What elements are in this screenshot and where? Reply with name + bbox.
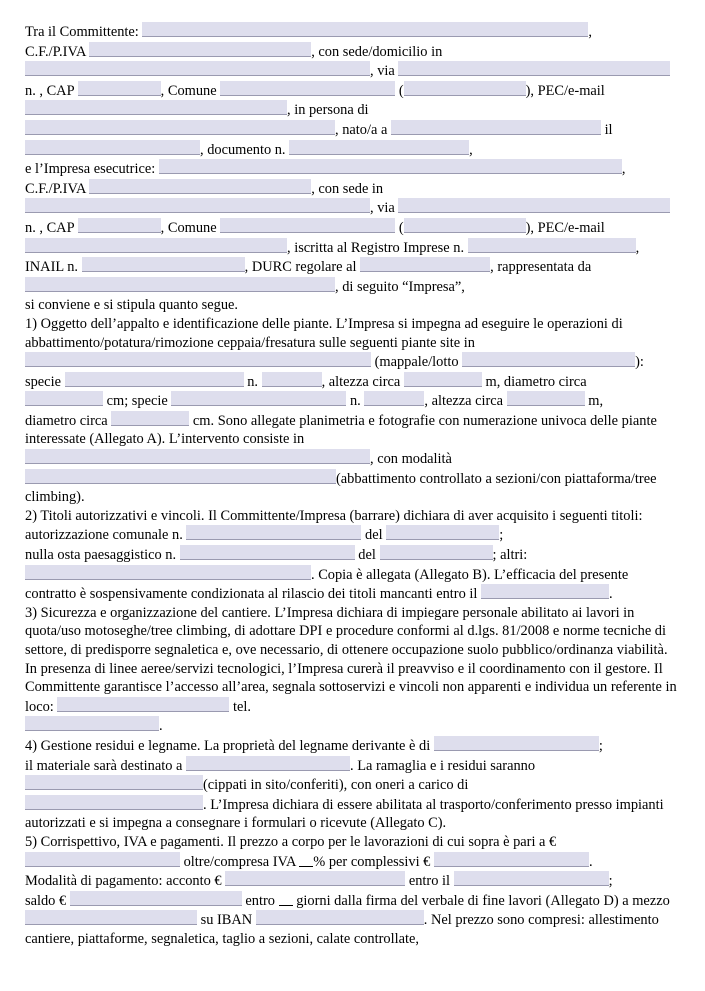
committente-il-label: il <box>604 121 613 138</box>
article-1-text-6: , altezza circa <box>321 373 401 390</box>
committente-prov-close: ), PEC/e-mail <box>525 82 605 99</box>
article-1-text-2: (mappale/lotto <box>374 354 459 371</box>
impresa-rappresentante-field[interactable] <box>25 277 335 292</box>
committente-prov-open: ( <box>398 82 404 99</box>
saldo-field[interactable] <box>70 891 242 906</box>
impresa-durc-field[interactable] <box>360 257 490 272</box>
mezzo-pagamento-field[interactable] <box>25 910 197 925</box>
committente-persona-field[interactable] <box>25 120 335 135</box>
impresa-label: e l’Impresa esecutrice: <box>25 161 156 178</box>
committente-data-nascita-field[interactable] <box>25 140 200 155</box>
article-3-number: 3) <box>25 604 37 621</box>
impresa-registro-field[interactable] <box>468 238 636 253</box>
article-2 <box>25 507 680 604</box>
intervento-field[interactable] <box>25 449 370 464</box>
impresa-comune-field[interactable] <box>220 218 395 233</box>
committente-persona-label: , in persona di <box>287 102 369 119</box>
article-2-text-3: ; <box>499 527 504 544</box>
acconto-field[interactable] <box>225 871 405 886</box>
article-2-text-8: . <box>608 586 613 603</box>
totale-field[interactable] <box>434 852 589 867</box>
acconto-entro-field[interactable] <box>454 871 609 886</box>
party-impresa-block <box>25 159 680 296</box>
article-1-text-11: m, <box>588 393 604 410</box>
committente-name-field[interactable] <box>142 22 588 37</box>
altri-titoli-field[interactable] <box>25 565 311 580</box>
committente-cf-field[interactable] <box>89 42 311 57</box>
article-1-text-14: , con modalità <box>370 451 452 468</box>
impresa-registro-trailing: , <box>635 239 640 256</box>
article-5-heading: Corrispettivo, IVA e pagamenti. <box>40 833 224 850</box>
article-5-text-10: giorni dalla firma del verbale di fine lavori (Allegato D) a mezzo <box>296 892 670 909</box>
article-4-heading: Gestione residui e legname. <box>40 737 201 754</box>
article-4-text-5: (cippati in sito/conferiti), con oneri a carico di <box>203 777 469 794</box>
impresa-inail-label: INAIL n. <box>25 259 79 276</box>
committente-documento-trailing: , <box>469 141 473 158</box>
article-5-text-12: . Nel prezzo sono compresi: allestimento cantiere, piattaforme, segnaletica, taglio a sezioni, calate controllate, <box>25 912 659 947</box>
autorizzazione-del-field[interactable] <box>386 525 499 540</box>
article-2-text-1: Il Committente/Impresa (barrare) dichiara di aver acquisito i seguenti titoli: autorizzazione comunale n. <box>25 507 643 544</box>
committente-name-trailing: , <box>588 24 593 40</box>
article-1-text-1: L’Impresa si impegna ad eseguire le operazioni di abbattimento/potatura/rimozione ceppaia/fresatura sulle seguenti piante site in <box>25 315 623 351</box>
article-4-text-4: . La ramaglia e i residui saranno <box>350 757 536 774</box>
numero-2-field[interactable] <box>364 391 424 406</box>
article-1-text-8: cm; specie <box>106 393 168 410</box>
article-3-text-1: L’Impresa dichiara di impiegare personale abilitato ai lavori in quota/uso motoseghe/tree climbing, di adottare DPI e procedure conformi al d.lgs. 81/2008 e norme tecniche di settore, di predisporre segnaletica e, ove necessario, di ottenere occupazione suolo pubblico/ordinanza viabilità. In presenza di linee aeree/servizi tecnologici, l’Impresa curerà il preavviso e il coordinamento con il gestore. Il Committente garantisce l’accesso all’area, segnala sottoservizi e vincoli non apparenti e individua un referente in loco: <box>25 604 677 715</box>
committente-comune-label: , Comune <box>160 82 217 99</box>
article-1 <box>25 315 680 507</box>
impresa-civico-cap-label: n. , CAP <box>25 219 75 236</box>
materiale-destinato-field[interactable] <box>186 756 350 771</box>
committente-comune-field[interactable] <box>220 81 395 96</box>
article-4-text-1: La proprietà del legname derivante è di <box>200 737 431 754</box>
article-4-text-6: . L’Impresa dichiara di essere abilitata al trasporto/conferimento presso impianti autorizzati e si impegna a consegnare i formulari o ricevute (Allegato C). <box>25 796 664 832</box>
referente-field[interactable] <box>57 697 229 712</box>
ramaglia-field[interactable] <box>25 775 203 790</box>
article-5-text-6: entro il <box>408 873 451 890</box>
committente-nato-field[interactable] <box>391 120 601 135</box>
impresa-prov-open: ( <box>398 219 404 236</box>
article-1-text-15: (abbattimento controllato a sezioni/con piattaforma/tree climbing). <box>25 470 657 506</box>
nulla-osta-del-field[interactable] <box>380 545 493 560</box>
prezzo-field[interactable] <box>25 852 180 867</box>
article-3-text-2: tel. <box>233 698 251 715</box>
specie-1-field[interactable] <box>65 372 244 387</box>
impresa-via-field[interactable] <box>398 198 670 213</box>
autorizzazione-n-field[interactable] <box>186 525 361 540</box>
committente-pec-field[interactable] <box>25 100 287 115</box>
article-1-text-13: cm. Sono allegate planimetria e fotografie con numerazione univoca delle piante interessate (Allegato A). L’intervento consiste in <box>25 412 657 448</box>
article-1-text-5: n. <box>247 373 258 390</box>
impresa-via-label: , via <box>370 200 395 217</box>
impresa-durc-label: , DURC regolare al <box>244 259 357 276</box>
article-1-text-12: diametro circa <box>25 412 108 429</box>
article-1-text-9: n. <box>349 393 361 410</box>
modalita-field[interactable] <box>25 469 336 484</box>
committente-documento-field[interactable] <box>289 140 469 155</box>
article-5 <box>25 833 680 949</box>
committente-civico-cap-label: n. , CAP <box>25 82 75 99</box>
article-1-text-3: ): <box>635 354 644 371</box>
article-5-text-5: Modalità di pagamento: acconto € <box>25 873 222 890</box>
article-1-text-10: , altezza circa <box>424 393 504 410</box>
impresa-comune-label: , Comune <box>160 219 217 236</box>
impresa-rappresentata-label: , rappresentata da <box>490 259 592 276</box>
committente-cap-field[interactable] <box>78 81 161 96</box>
article-1-text-4: specie <box>25 373 61 390</box>
article-2-heading: Titoli autorizzativi e vincoli. <box>40 507 205 524</box>
article-4 <box>25 736 680 833</box>
titoli-entro-field[interactable] <box>481 584 609 599</box>
committente-nato-label: , nato/a a <box>335 121 388 138</box>
specie-2-field[interactable] <box>171 391 346 406</box>
impresa-inail-field[interactable] <box>82 257 245 272</box>
committente-sede-label: , con sede/domicilio in <box>311 43 443 60</box>
impresa-sede-field[interactable] <box>25 198 370 213</box>
impresa-pec-field[interactable] <box>25 238 287 253</box>
impresa-cap-field[interactable] <box>78 218 161 233</box>
preamble-text: si conviene e si stipula quanto segue. <box>25 297 239 314</box>
committente-via-label: , via <box>370 63 395 80</box>
impresa-name-field[interactable] <box>159 159 622 174</box>
article-5-text-7: ; <box>608 873 613 890</box>
party-committente-block <box>25 22 680 159</box>
article-5-text-9: entro <box>245 892 275 909</box>
sito-field[interactable] <box>25 352 371 367</box>
giorni-saldo-field[interactable] <box>279 893 293 906</box>
article-3 <box>25 604 680 736</box>
article-3-text-3: . <box>159 718 163 735</box>
preamble-stipula <box>25 296 680 315</box>
article-2-text-6: ; altri: <box>492 547 528 564</box>
committente-label: Tra il Committente: <box>25 24 139 40</box>
article-5-number: 5) <box>25 833 37 850</box>
committente-documento-label: , documento n. <box>200 141 286 158</box>
article-4-number: 4) <box>25 737 37 754</box>
article-5-text-11: su IBAN <box>200 912 253 929</box>
impresa-prov-close: ), PEC/e-mail <box>525 219 605 236</box>
article-5-text-8: saldo € <box>25 892 67 909</box>
committente-sede-field[interactable] <box>25 61 370 76</box>
contract-body <box>25 22 680 949</box>
nulla-osta-n-field[interactable] <box>180 545 355 560</box>
article-5-text-2: oltre/compresa IVA <box>183 853 296 870</box>
impresa-cf-label: C.F./P.IVA <box>25 180 86 197</box>
impresa-cf-field[interactable] <box>89 179 311 194</box>
article-2-text-4: nulla osta paesaggistico n. <box>25 547 177 564</box>
proprieta-legname-field[interactable] <box>434 736 599 751</box>
iva-percentuale-field[interactable] <box>299 854 313 867</box>
article-2-text-7: . Copia è allegata (Allegato B). L’efficacia del presente contratto è sospensivamente condizionata al rilascio dei titoli mancanti entro il <box>25 566 629 603</box>
committente-via-field[interactable] <box>398 61 670 76</box>
impresa-registro-label: , iscritta al Registro Imprese n. <box>287 239 465 256</box>
iban-field[interactable] <box>256 910 424 925</box>
article-5-text-4: . <box>588 853 593 870</box>
mappale-lotto-field[interactable] <box>462 352 635 367</box>
numero-1-field[interactable] <box>262 372 322 387</box>
committente-prov-field[interactable] <box>404 81 526 96</box>
article-1-text-7: m, diametro circa <box>485 373 587 390</box>
article-5-text-3: % per complessivi € <box>313 853 431 870</box>
diametro-2-field[interactable] <box>111 411 189 426</box>
article-2-text-2: del <box>365 527 383 544</box>
article-4-text-3: il materiale sarà destinato a <box>25 757 183 774</box>
impresa-name-trailing: , <box>621 161 626 178</box>
impresa-prov-field[interactable] <box>404 218 526 233</box>
article-1-number: 1) <box>25 315 37 332</box>
referente-tel-field[interactable] <box>25 716 159 731</box>
article-2-number: 2) <box>25 507 37 524</box>
impresa-sede-label: , con sede in <box>311 180 384 197</box>
committente-cf-label: C.F./P.IVA <box>25 43 86 60</box>
altezza-1-field[interactable] <box>404 372 482 387</box>
oneri-carico-field[interactable] <box>25 795 203 810</box>
article-4-text-2: ; <box>598 737 603 754</box>
article-1-heading: Oggetto dell’appalto e identificazione delle piante. <box>40 315 333 332</box>
impresa-seguito-label: , di seguito “Impresa”, <box>335 278 465 295</box>
article-2-text-5: del <box>358 547 376 564</box>
diametro-1-field[interactable] <box>25 391 103 406</box>
article-5-text-1: Il prezzo a corpo per le lavorazioni di cui sopra è pari a € <box>223 833 557 850</box>
altezza-2-field[interactable] <box>507 391 585 406</box>
article-3-heading: Sicurezza e organizzazione del cantiere. <box>40 604 271 621</box>
